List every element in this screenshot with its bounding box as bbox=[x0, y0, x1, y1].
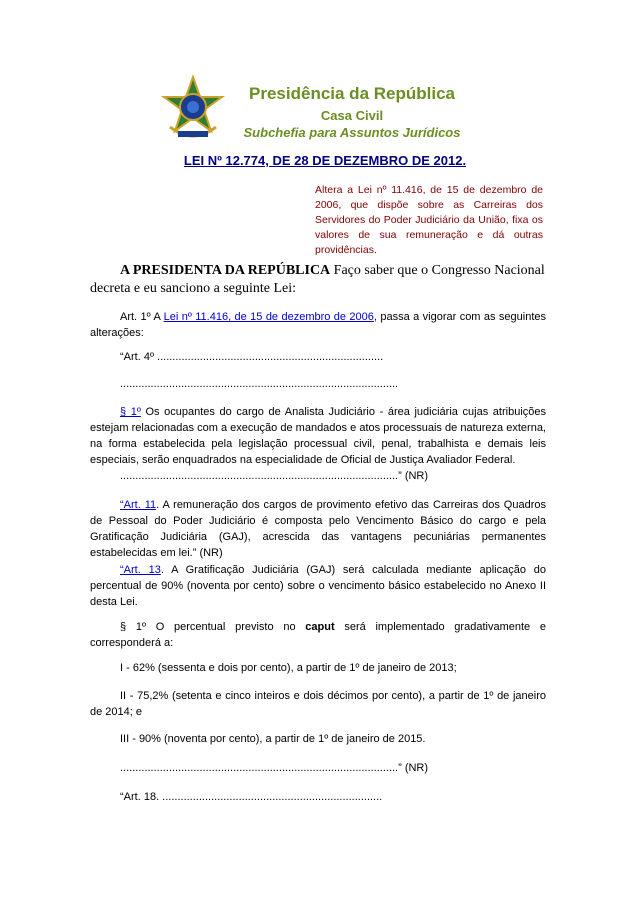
item-iii bbox=[90, 731, 546, 747]
header-subchefia: Subchefia para Assuntos Jurídicos bbox=[243, 125, 461, 140]
art-1 bbox=[90, 309, 546, 341]
ellipsis-text: ........................................................................................... bbox=[120, 378, 399, 390]
lei-11416-link[interactable]: Lei nº 11.416, de 15 de dezembro de 2006 bbox=[163, 311, 374, 323]
paragraph-1-link[interactable]: § 1º bbox=[120, 406, 141, 418]
nr-line-1-text: ...........................................................................................” (NR) bbox=[120, 470, 429, 482]
art-13-text: . A Gratificação Judiciária (GAJ) será calculada mediante aplicação do percentual de 90% (noventa por cento) sobre o vencimento básico estabelecido no Anexo II desta Lei. bbox=[90, 564, 546, 608]
art-4 bbox=[90, 349, 546, 365]
item-i-text: I - 62% (sessenta e dois por cento), a partir de 1º de janeiro de 2013; bbox=[120, 662, 457, 674]
law-title[interactable]: LEI Nº 12.774, DE 28 DE DEZEMBRO DE 2012. bbox=[183, 153, 467, 168]
art-11 bbox=[90, 497, 546, 561]
art-1-suffix: , passa a vigorar com as seguintes alterações: bbox=[90, 311, 546, 339]
art-13-p1-post: será implementado gradativamente e corresponderá a: bbox=[90, 621, 546, 649]
art-18-text: “Art. 18. ........................................................................ bbox=[120, 791, 383, 803]
art-11-link[interactable]: “Art. 11 bbox=[120, 499, 157, 511]
art-13 bbox=[90, 562, 546, 610]
art-18 bbox=[90, 789, 546, 805]
art-13-paragraph-1 bbox=[90, 619, 546, 651]
paragraph-1-text: Os ocupantes do cargo de Analista Judiciário - área judiciária cujas atribuições estejam relacionadas com a execução de mandados e atos processuais de natureza externa, na forma estabelecida pela legislação processual civil, penal, trabalhista e demais leis especiais, serão enquadrados na especialidade de Oficial de Justiça Avaliador Federal. bbox=[90, 406, 547, 466]
item-ii bbox=[90, 688, 546, 720]
preamble-text: Faço saber que o Congresso Nacional decreta e eu sanciono a seguinte Lei: bbox=[90, 263, 545, 296]
item-iii-text: III - 90% (noventa por cento), a partir de 1º de janeiro de 2015. bbox=[120, 733, 426, 745]
ellipsis-line bbox=[90, 376, 546, 392]
preamble-bold: A PRESIDENTA DA REPÚBLICA bbox=[120, 263, 331, 278]
art-1-prefix: Art. 1º A bbox=[120, 311, 161, 323]
nr-line-2-text: ...........................................................................................” (NR) bbox=[120, 762, 429, 774]
item-ii-text: II - 75,2% (setenta e cinco inteiros e dois décimos por cento), a partir de 1º de janeiro de 2014; e bbox=[90, 690, 546, 718]
preamble bbox=[90, 262, 546, 298]
header-title: Presidência da República bbox=[249, 84, 455, 103]
nr-line-2 bbox=[90, 760, 546, 776]
caput-bold: caput bbox=[305, 621, 335, 633]
nr-line-1 bbox=[90, 468, 546, 484]
ementa: Altera a Lei nº 11.416, de 15 de dezembro de 2006, que dispõe sobre as Carreiras dos Servidores do Poder Judiciário da União, fixa os valores de sua remuneração e dá outras providências. bbox=[315, 184, 543, 256]
art-13-link[interactable]: “Art. 13 bbox=[120, 564, 161, 576]
header-casa-civil: Casa Civil bbox=[320, 108, 384, 123]
paragraph-1 bbox=[90, 404, 546, 468]
coat-of-arms-icon bbox=[158, 75, 228, 147]
item-i bbox=[90, 660, 546, 676]
art-13-p1-pre: § 1º O percentual previsto no bbox=[120, 621, 306, 633]
art-11-text: . A remuneração dos cargos de provimento efetivo das Carreiras dos Quadros de Pessoal do Poder Judiciário é composta pelo Vencimento Básico do cargo e pela Gratificação Judiciária (GAJ), acrescida das vantagens pecuniárias permanentes estabelecidas em lei.” (NR) bbox=[90, 499, 546, 559]
art-4-text: “Art. 4º .......................................................................... bbox=[120, 351, 384, 363]
